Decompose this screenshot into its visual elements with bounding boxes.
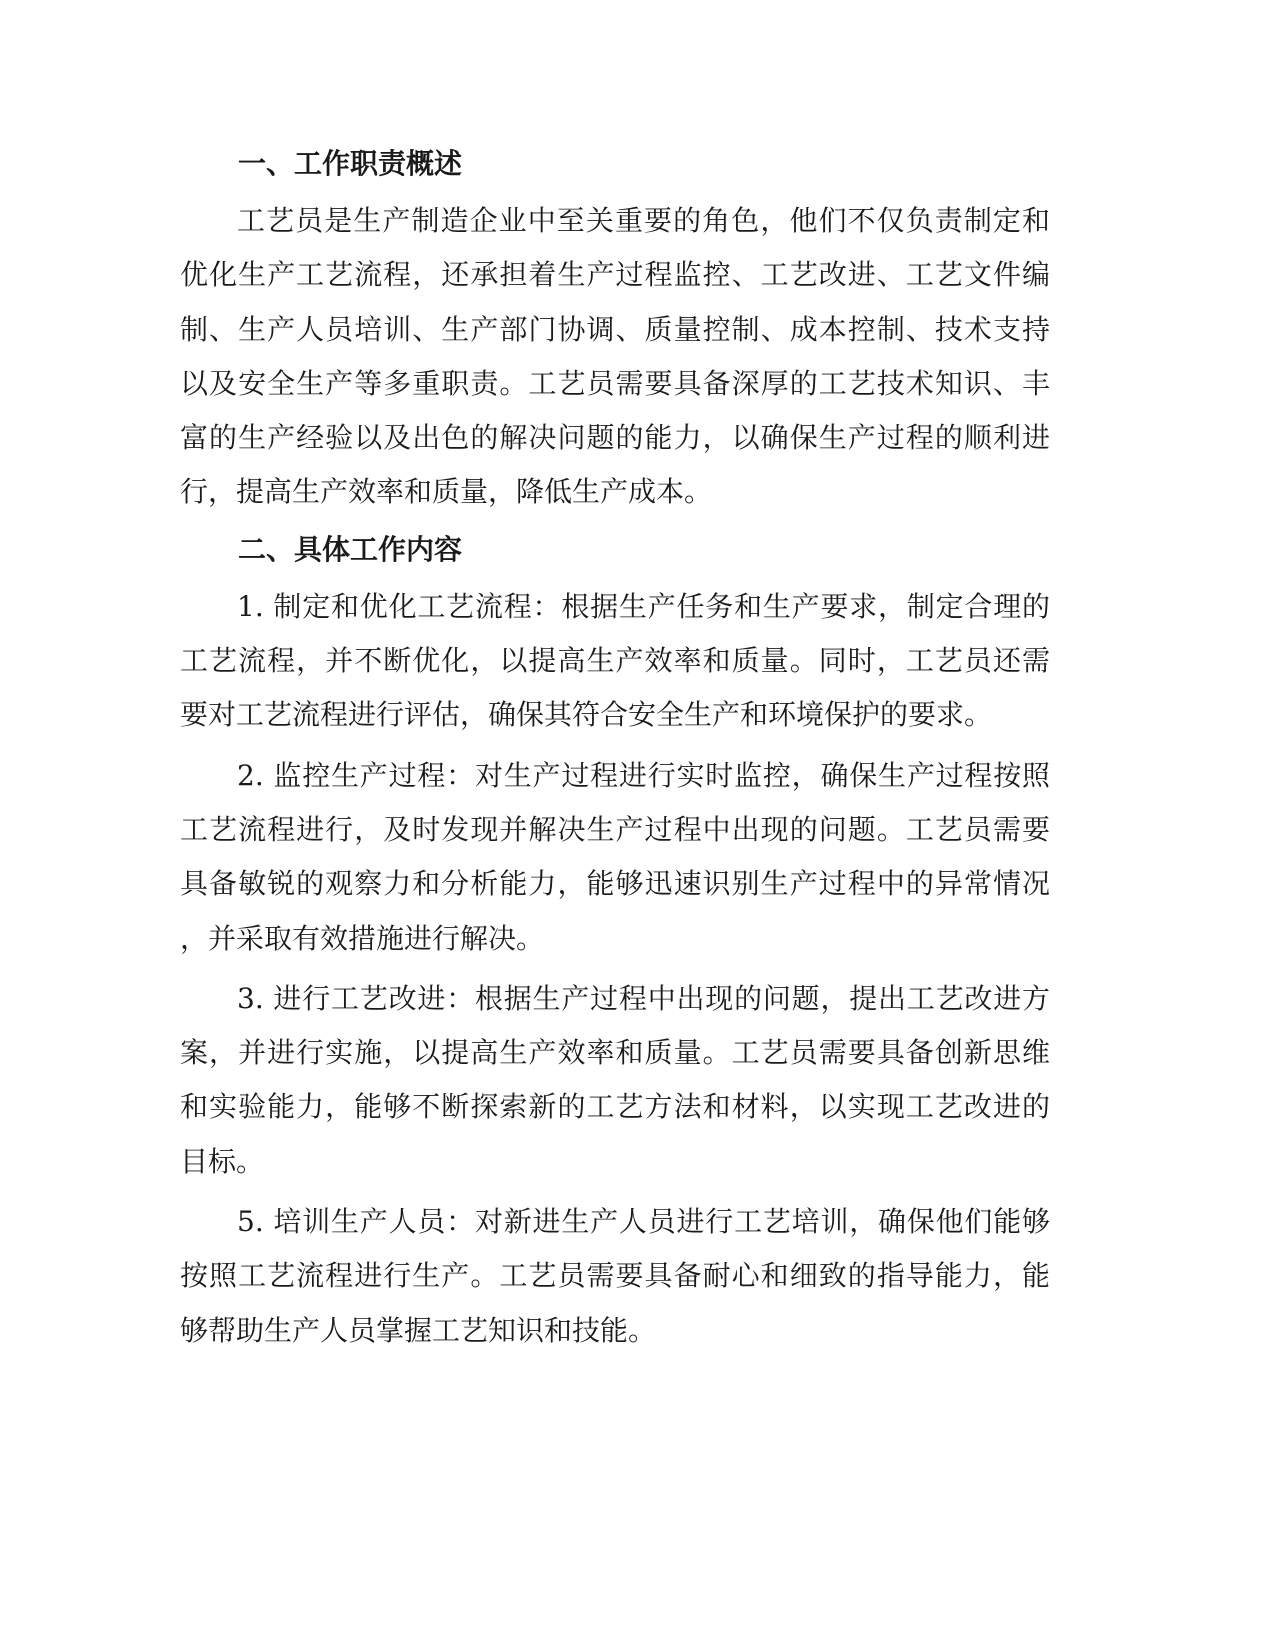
paragraph-item-2 [180, 749, 1050, 966]
text-line: 制、生产人员培训、生产部门协调、质量控制、成本控制、技术支持 [180, 312, 1050, 346]
text-line: 2. 监控生产过程：对生产过程进行实时监控，确保生产过程按照 [237, 758, 1050, 792]
text-line: 案，并进行实施，以提高生产效率和质量。工艺员需要具备创新思维 [180, 1036, 1050, 1070]
section-heading-duties-overview: 一、工作职责概述 [238, 147, 463, 180]
text-line: 3. 进行工艺改进：根据生产过程中出现的问题，提出工艺改进方 [237, 981, 1050, 1015]
text-line: 按照工艺流程进行生产。工艺员需要具备耐心和细致的指导能力，能 [180, 1259, 1050, 1293]
text-line: 够帮助生产人员掌握工艺知识和技能。 [180, 1313, 657, 1347]
paragraph-item-3 [180, 972, 1050, 1189]
text-line: 和实验能力，能够不断探索新的工艺方法和材料，以实现工艺改进的 [180, 1090, 1050, 1124]
text-line: 优化生产工艺流程，还承担着生产过程监控、工艺改进、工艺文件编 [180, 258, 1050, 292]
text-line: 要对工艺流程进行评估，确保其符合安全生产和环境保护的要求。 [180, 698, 993, 732]
section-heading-work-content: 二、具体工作内容 [238, 532, 463, 566]
paragraph-item-5 [180, 1195, 1050, 1358]
text-line: 以及安全生产等多重职责。工艺员需要具备深厚的工艺技术知识、丰 [180, 366, 1050, 400]
text-line: 1. 制定和优化工艺流程：根据生产任务和生产要求，制定合理的 [237, 589, 1050, 623]
text-line: ，并采取有效措施进行解决。 [180, 921, 545, 955]
text-line: 目标。 [180, 1144, 265, 1178]
text-line: 富的生产经验以及出色的解决问题的能力，以确保生产过程的顺利进 [180, 421, 1050, 455]
text-line: 5. 培训生产人员：对新进生产人员进行工艺培训，确保他们能够 [237, 1205, 1050, 1239]
text-line: 行，提高生产效率和质量，降低生产成本。 [180, 475, 713, 509]
text-line: 工艺流程，并不断优化，以提高生产效率和质量。同时，工艺员还需 [180, 644, 1050, 678]
text-line: 工艺员是生产制造企业中至关重要的角色，他们不仅负责制定和 [237, 204, 1050, 237]
paragraph-duties-overview [180, 194, 1050, 520]
paragraph-item-1 [180, 580, 1050, 743]
text-line: 工艺流程进行，及时发现并解决生产过程中出现的问题。工艺员需要 [180, 812, 1050, 846]
text-line: 具备敏锐的观察力和分析能力，能够迅速识别生产过程中的异常情况 [180, 867, 1050, 901]
document-page [180, 136, 1050, 1358]
